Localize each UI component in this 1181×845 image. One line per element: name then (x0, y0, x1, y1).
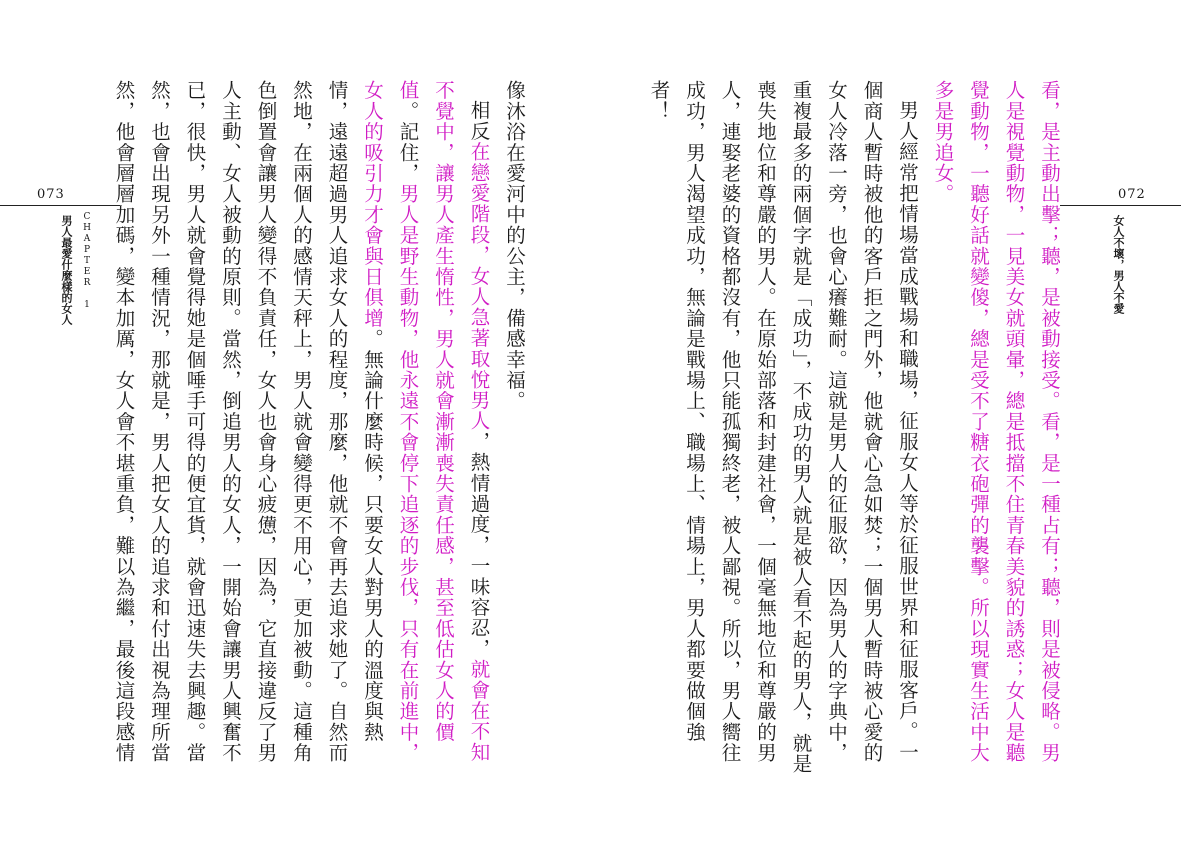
highlighted-text: 在戀愛階段，女人急著取悅男人 (467, 140, 491, 431)
paragraph (100, 80, 497, 780)
page-number: 073 (37, 187, 65, 202)
text-run: 。無論什麼時候，只要女人對男人的溫度與熱情，遠遠超過男人追求女人的程度，那麼，他就不會再去追求她了。自然而然地，在兩個人的感情天秤上，男人就會變得更不用心，更加被動。這種角色倒置會讓男人變得不負責任，女人也會身心疲憊，因為，它直接違反了男人主動、女人被動的原則。當然，倒追男人的女人，一開始會讓男人興奮不已，很快，男人就會覺得她是個唾手可得的便宜貨，就會迅速失去興趣。當然，也會出現另外一種情況，那就是，男人把女人的追求和付出視為理所當然，他會層層加碼，變本加厲，女人會不堪重負，難以為繼，最後這段感情 (112, 80, 384, 764)
body-text (637, 80, 1067, 780)
paragraph (641, 80, 925, 780)
text-run: 相反 (467, 99, 491, 141)
paragraph (925, 80, 1067, 780)
running-head: 男人最愛什麼樣的女人 (60, 215, 73, 325)
paragraph (637, 80, 641, 780)
text-run: 。記住， (396, 100, 420, 184)
highlighted-text: 就會在不知不覺中，讓男人產生惰性，男人就會漸漸喪失責任感，甚至低估女人的價值 (396, 80, 491, 762)
running-head: 女人不壞，男人不愛 (1112, 215, 1125, 314)
text-run: ，熱情過度，一味容忍， (467, 430, 491, 659)
highlighted-text: 男人是野生動物，他永遠不會停下追逐的步伐，只有在前進中，女人的吸引力才會與日俱增 (361, 80, 420, 764)
paragraph (497, 80, 533, 780)
header-rule (1060, 205, 1181, 206)
highlighted-text: 看，是主動出擊；聽，是被動接受。看，是一種占有；聽，則是被侵略。男人是視覺動物，一見美女就頭暈，總是抵擋不住青春美貌的誘惑；女人是聽覺動物，一聽好話就變傻，總是受不了糖衣砲彈的襲擊。所以現實生活中大多是男追女。 (931, 80, 1061, 764)
text-run: 像沐浴在愛河中的公主，備感幸福。 (503, 80, 526, 412)
text-run: 男人經常把情場當成戰場和職場，征服女人等於征服世界和征服客戶。一個商人暫時被他的客戶拒之門外，他就會心急如焚；一個男人暫時被心愛的女人冷落一旁，也會心癢難耐。這就是男人的征服欲，因為男人的字典中，重複最多的兩個字就是「成功」，不成功的男人就是被人看不起的男人，就是喪失地位和尊嚴的男人。在原始部落和封建社會，一個毫無地位和尊嚴的男人，連娶老婆的資格都沒有，他只能孤獨終老，被人鄙視。所以，男人嚮往成功，男人渴望成功，無論是戰場上、職場上、情場上，男人都要做個強者！ (647, 80, 919, 775)
body-text (100, 80, 532, 780)
page-number: 072 (1118, 187, 1146, 202)
right-page (590, 0, 1181, 845)
left-page (0, 0, 590, 845)
chapter-label: CHAPTER 1 (82, 212, 92, 311)
